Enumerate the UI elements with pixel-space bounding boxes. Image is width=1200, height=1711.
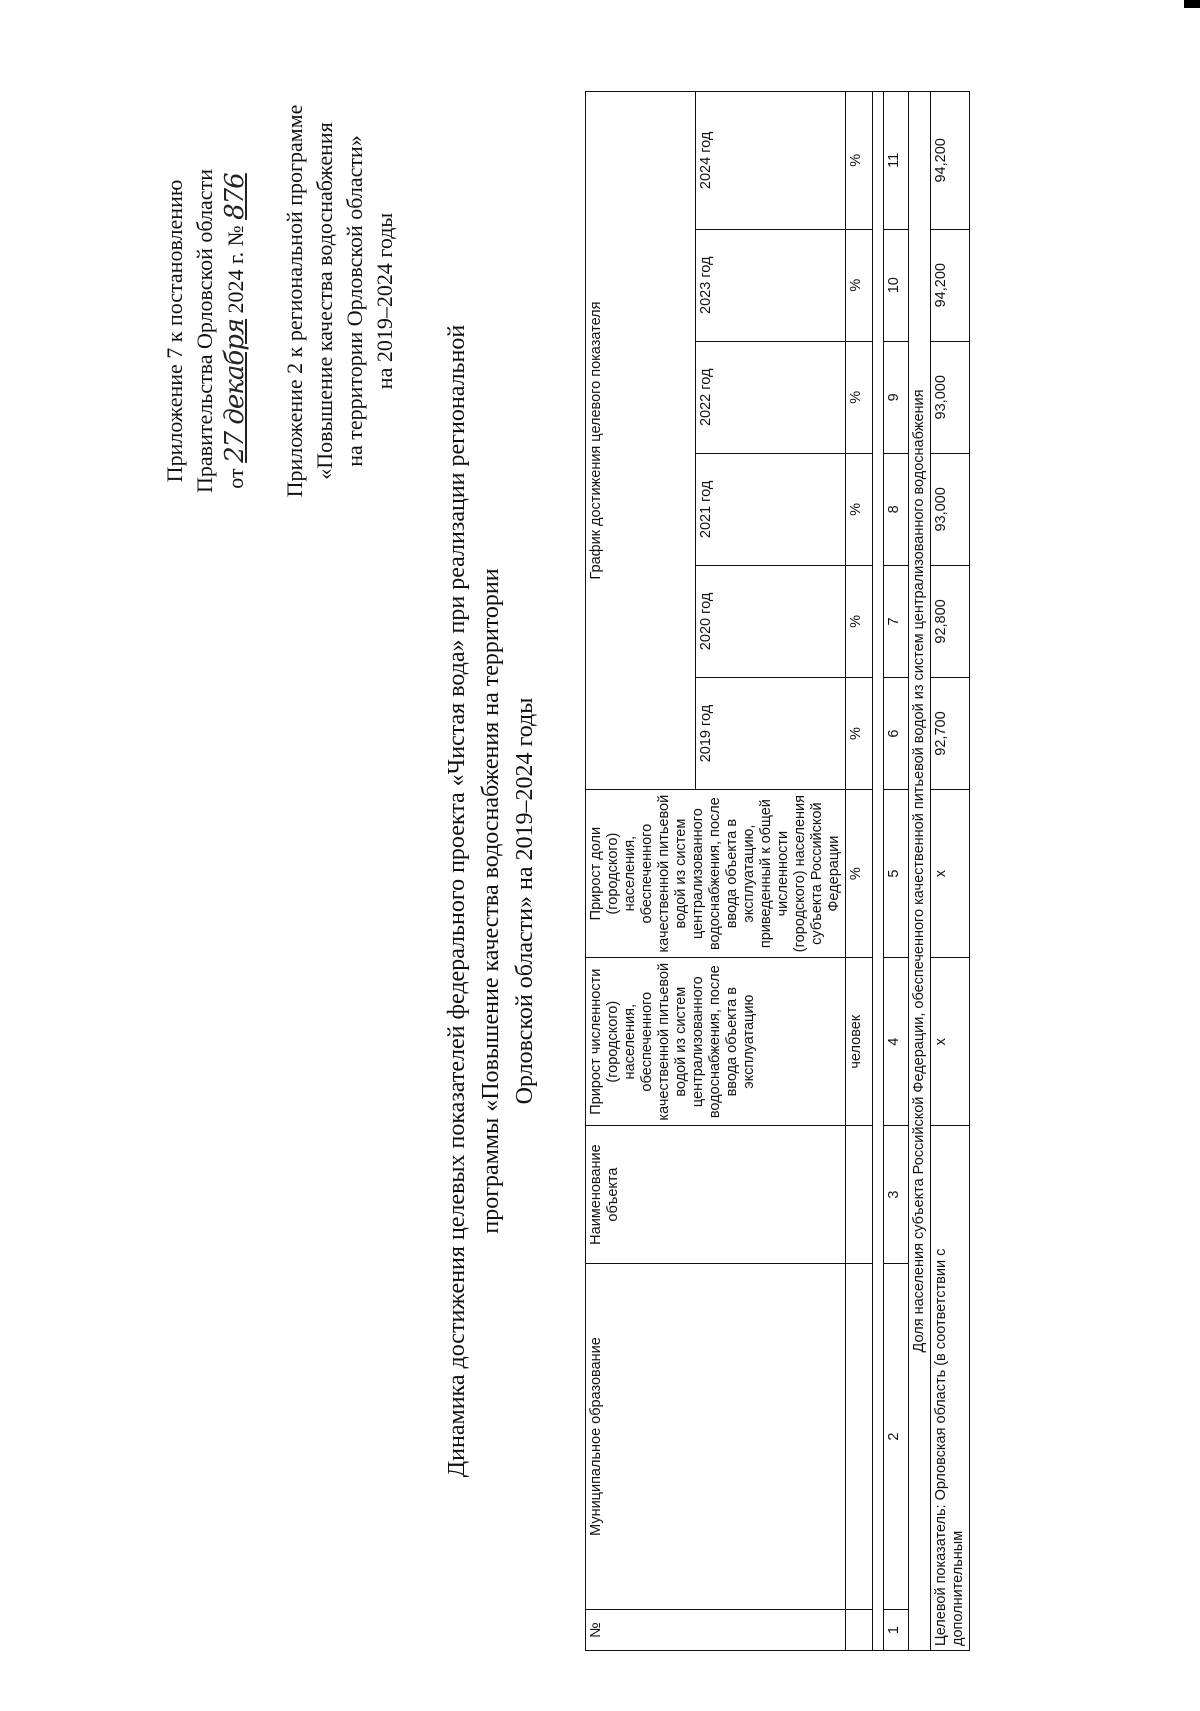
unit-cell [846, 1610, 873, 1651]
column-number: 8 [884, 453, 909, 565]
unit-cell: % [846, 565, 873, 677]
units-row [846, 92, 873, 1651]
unit-cell [846, 1263, 873, 1609]
date-prefix: от [223, 468, 248, 489]
header-year: 2020 год [696, 565, 846, 677]
unit-cell: % [846, 790, 873, 958]
target-year-value: 94,200 [931, 229, 970, 341]
approval-line-2: Правительства Орловской области [192, 169, 217, 493]
section-title-row [909, 92, 931, 1651]
header-object: Наименование объекта [586, 1126, 846, 1264]
header-year: 2024 год [696, 92, 846, 230]
target-year-value: 93,000 [931, 341, 970, 453]
header-year: 2021 год [696, 453, 846, 565]
column-number: 7 [884, 565, 909, 677]
unit-cell: % [846, 92, 873, 230]
approval-block [160, 51, 251, 611]
annex-2-line-4: на 2019–2024 годы [372, 212, 397, 390]
annex-2-line-2: «Повышение качества водоснабжения [312, 122, 337, 480]
header-share-growth: Прирост доли (городского) населения, обеспеченного качественной питьевой водой из систем централизованного водоснабжения, после ввода объекта в эксплуатацию, приведенный к общей численности (городского) населения субъекта Российской Федерации [586, 790, 846, 958]
target-year-value: 94,200 [931, 92, 970, 230]
target-population-growth: x [931, 958, 970, 1126]
target-year-value: 92,700 [931, 677, 970, 789]
target-year-value: 93,000 [931, 453, 970, 565]
document-title-line-3: Орловской области» на 2019–2024 годы [512, 697, 538, 1105]
approval-date-line [220, 51, 251, 611]
document-title-line-2: программы «Повышение качества водоснабжения на территории [478, 568, 504, 1234]
unit-cell: % [846, 453, 873, 565]
header-year: 2023 год [696, 229, 846, 341]
target-label: Целевой показатель: Орловская область (в соответствии с дополнительным [931, 1126, 970, 1651]
column-number: 10 [884, 229, 909, 341]
unit-cell: % [846, 341, 873, 453]
column-number-row [884, 92, 909, 1651]
approval-line-1: Приложение 7 к постановлению [162, 179, 187, 483]
header-population-growth: Прирост численности (городского) населения, обеспеченного качественной питьевой водой из систем централизованного водоснабжения, после ввода объекта в эксплуатацию [586, 958, 846, 1126]
header-schedule: График достижения целевого показателя [586, 92, 696, 790]
document-title [440, 231, 542, 1571]
document-title-line-1: Динамика достижения целевых показателей федерального проекта «Чистая вода» при реализации региональной [444, 324, 470, 1478]
separator-row [873, 92, 884, 1651]
column-number: 2 [884, 1263, 909, 1609]
header-municipality: Муниципальное образование [586, 1263, 846, 1609]
header-year: 2019 год [696, 677, 846, 789]
column-number: 5 [884, 790, 909, 958]
handwritten-date: 27 декабря [220, 318, 250, 463]
column-number: 4 [884, 958, 909, 1126]
column-number: 9 [884, 341, 909, 453]
section-title: Доля населения субъекта Российской Федерации, обеспеченного качественной питьевой водой из систем централизованного водоснабжения [909, 92, 931, 1651]
date-suffix: 2024 г. № [223, 225, 248, 314]
annex-2-block [280, 21, 400, 581]
unit-cell: % [846, 677, 873, 789]
header-year: 2022 год [696, 341, 846, 453]
annex-2-line-3: на территории Орловской области» [342, 135, 367, 467]
target-row [931, 92, 970, 1651]
handwritten-number: 876 [220, 173, 250, 220]
unit-cell: % [846, 229, 873, 341]
column-number: 3 [884, 1126, 909, 1264]
header-number: № [586, 1610, 846, 1651]
header-row [586, 92, 696, 1651]
target-year-value: 92,800 [931, 565, 970, 677]
unit-cell: человек [846, 958, 873, 1126]
target-share-growth: x [931, 790, 970, 958]
unit-cell [846, 1126, 873, 1264]
column-number: 1 [884, 1610, 909, 1651]
column-number: 6 [884, 677, 909, 789]
annex-2-line-1: Приложение 2 к региональной программе [282, 104, 307, 498]
column-number: 11 [884, 92, 909, 230]
indicators-table [585, 91, 970, 1651]
